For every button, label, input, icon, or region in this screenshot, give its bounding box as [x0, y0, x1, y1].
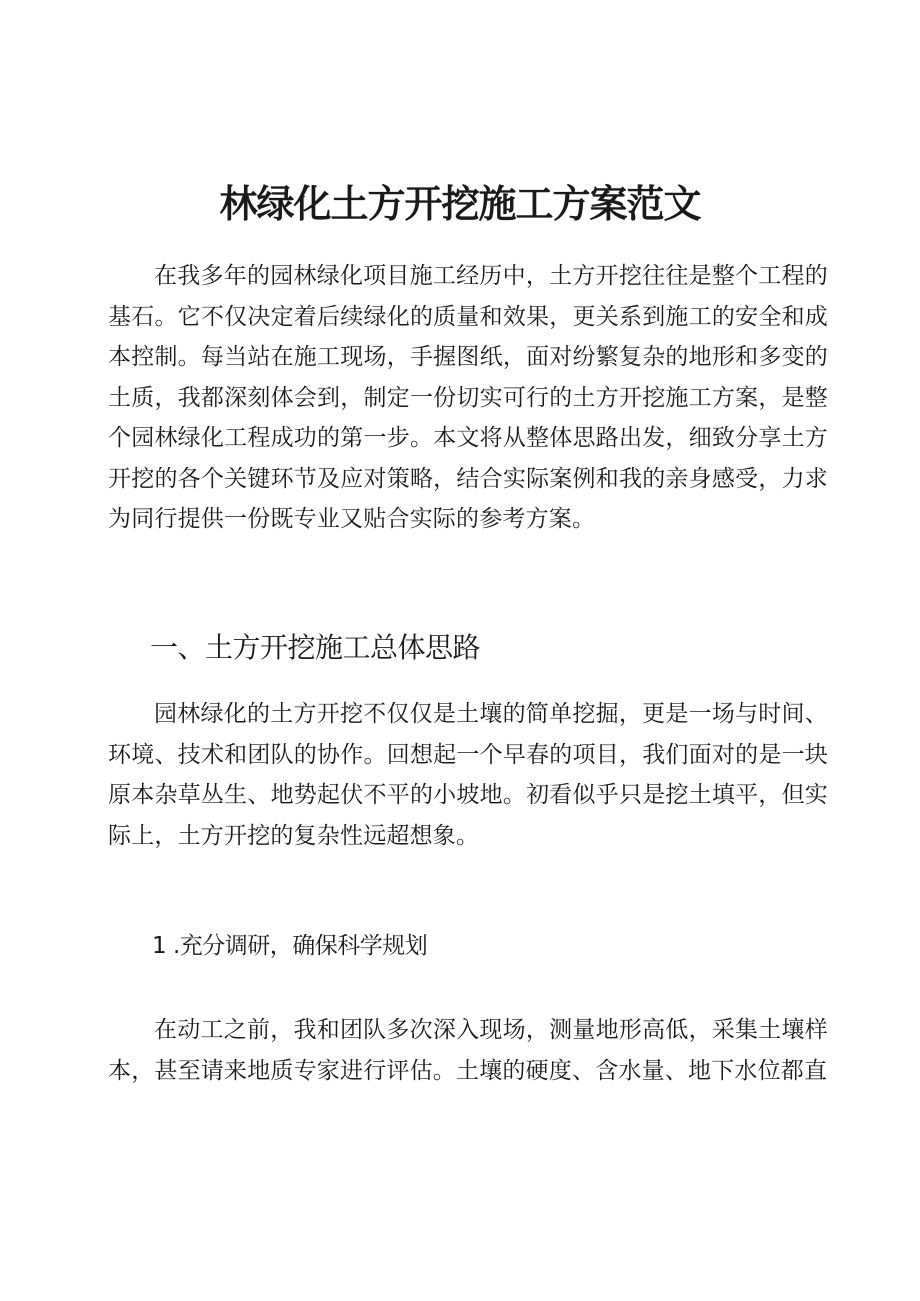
subsection-heading: 1 .充分调研，确保科学规划	[152, 933, 428, 959]
section-heading: 一、土方开挖施工总体思路	[150, 631, 481, 664]
intro-paragraph: 在我多年的园林绿化项目施工经历中，土方开挖往往是整个工程的基石。它不仅决定着后续绿化的质量和效果，更关系到施工的安全和成本控制。每当站在施工现场，手握图纸，面对纷繁复杂的地形和多变的土质，我都深刻体会到，制定一份切实可行的土方开挖施工方案，是整个园林绿化工程成功的第一步。本文将从整体思路出发，细致分享土方开挖的各个关键环节及应对策略，结合实际案例和我的亲身感受，力求为同行提供一份既专业又贴合实际的参考方案。	[108, 263, 828, 532]
subsection-paragraph: 在动工之前，我和团队多次深入现场，测量地形高低，采集土壤样本，甚至请来地质专家进行评估。土壤的硬度、含水量、地下水位都直	[108, 1017, 828, 1084]
document-title: 林绿化土方开挖施工方案范文	[219, 182, 701, 226]
section-paragraph: 园林绿化的土方开挖不仅仅是土壤的简单挖掘，更是一场与时间、环境、技术和团队的协作。回想起一个早春的项目，我们面对的是一块原本杂草丛生、地势起伏不平的小坡地。初看似乎只是挖土填平，但实际上，土方开挖的复杂性远超想象。	[108, 701, 828, 849]
